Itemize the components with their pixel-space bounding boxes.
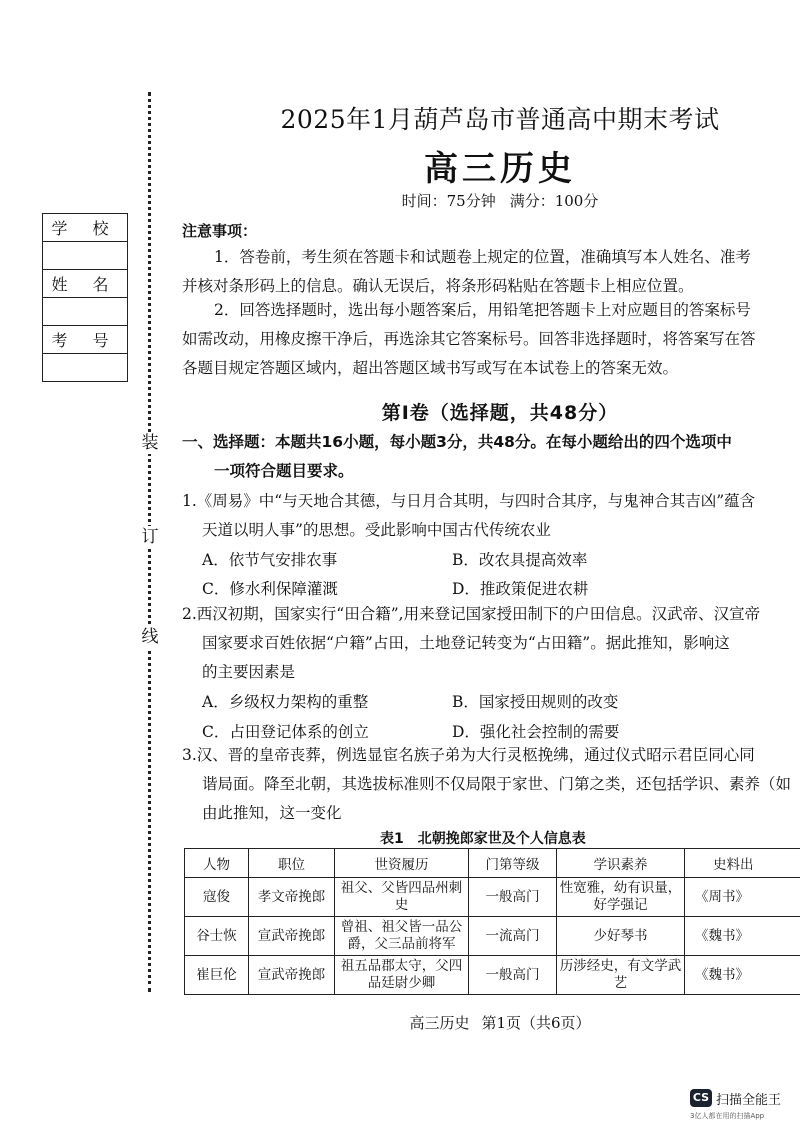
table-cell: 谷士恢 (185, 917, 249, 956)
note-1 (182, 243, 800, 301)
table-cell: 祖五品郡太守，父四品廷尉少卿 (335, 956, 469, 995)
table-cell: 《魏书》 (685, 956, 800, 995)
q1-option-b[interactable]: B．改农具提高效率 (452, 551, 588, 569)
camscanner-logo-icon: CS (690, 1089, 712, 1107)
footer-page-number: 第1页（共6页） (481, 1014, 591, 1032)
table-cell: 一流高门 (469, 917, 557, 956)
section-title: 第Ⅰ卷（选择题，共48分） (381, 402, 619, 424)
time-score-line (200, 190, 800, 211)
footer-subject: 高三历史 (409, 1014, 470, 1032)
q2-option-a[interactable]: A．乡级权力架构的重整 (202, 693, 369, 711)
table-row (185, 878, 800, 917)
note-1-line-1: 1．答卷前，考生须在答题卡和试题卷上规定的位置，准确填写本人姓名、准考 (214, 248, 751, 266)
note-2-line-2: 如需改动，用橡皮擦干净后，再选涂其它答案标号。回答非选择题时，将答案写在答 (182, 330, 756, 348)
school-label: 学 校 (43, 214, 128, 242)
table-cell: 性宽雅，幼有识量，好学强记 (557, 878, 685, 917)
question-3-line-1: 3.汉、晋的皇帝丧葬，例选显宦名族子弟为大行灵柩挽绋，通过仪式昭示君臣同心同 (182, 746, 755, 764)
binding-char-xian: 线 (139, 626, 161, 648)
table-cell: 宣武帝挽郎 (249, 917, 335, 956)
table-header: 学识素养 (557, 849, 685, 878)
camscanner-name: 扫描全能王 (716, 1093, 782, 1108)
q1-option-d[interactable]: D．推政策促进农耕 (452, 580, 589, 598)
table-row (185, 917, 800, 956)
note-2 (182, 296, 800, 383)
question-3 (182, 741, 800, 828)
table-cell: 少好琴书 (557, 917, 685, 956)
table-cell: 寇俊 (185, 878, 249, 917)
student-info-table (42, 213, 128, 382)
question-2 (182, 600, 800, 687)
table-cell: 宣武帝挽郎 (249, 956, 335, 995)
q2-option-b[interactable]: B．国家授田规则的改变 (452, 693, 619, 711)
name-label: 姓 名 (43, 270, 128, 298)
table-header-row (185, 849, 800, 878)
question-3-line-2: 谐局面。降至北朝，其选拔标准则不仅局限于家世、门第之类，还包括学识、素养（如 (202, 775, 792, 793)
table-cell: 历涉经史，有文学武艺 (557, 956, 685, 995)
table-row (185, 956, 800, 995)
q1-option-c[interactable]: C．修水利保障灌溉 (202, 580, 338, 598)
table-header: 人物 (185, 849, 249, 878)
data-table (184, 848, 800, 995)
table-cell: 祖父、父皆四品州刺史 (335, 878, 469, 917)
binding-char-ding: 订 (139, 526, 161, 548)
notes-title: 注意事项： (182, 222, 258, 240)
table-header: 门第等级 (469, 849, 557, 878)
q2-option-c[interactable]: C．占田登记体系的创立 (202, 723, 369, 741)
table-cell: 曾祖、祖父皆一品公爵，父三品前将军 (335, 917, 469, 956)
table-header: 史料出 (685, 849, 800, 878)
camscanner-watermark (690, 1085, 798, 1129)
page-footer (200, 1012, 800, 1033)
name-field[interactable] (43, 298, 128, 326)
exam-title: 2025年1月葫芦岛市普通高中期末考试 (280, 105, 720, 134)
question-2-line-1: 2.西汉初期，国家实行“田合籍”,用来登记国家授田制下的户田信息。汉武帝、汉宣帝 (182, 605, 761, 623)
time-limit: 时间：75分钟 (401, 192, 496, 210)
table-cell: 《周书》 (685, 878, 800, 917)
table-cell: 一般高门 (469, 878, 557, 917)
section-intro (182, 428, 800, 486)
question-3-line-3: 由此推知，这一变化 (202, 804, 342, 822)
school-field[interactable] (43, 242, 128, 270)
table-cell: 《魏书》 (685, 917, 800, 956)
table-cell: 孝文帝挽郎 (249, 878, 335, 917)
table-cell: 一般高门 (469, 956, 557, 995)
exam-number-field[interactable] (43, 354, 128, 382)
q1-option-a[interactable]: A．依节气安排农事 (202, 551, 338, 569)
binding-char-zhuang: 装 (139, 432, 161, 454)
full-score: 满分：100分 (509, 192, 599, 210)
note-2-line-1: 2．回答选择题时，选出每小题答案后，用铅笔把答题卡上对应题目的答案标号 (214, 301, 751, 319)
section-intro-line-1: 一、选择题：本题共16小题，每小题3分，共48分。在每小题给出的四个选项中 (182, 433, 732, 451)
exam-number-label: 考 号 (43, 326, 128, 354)
table-cell: 崔巨伦 (185, 956, 249, 995)
table-caption: 表1 北朝挽郎家世及个人信息表 (380, 831, 586, 847)
question-2-line-3: 的主要因素是 (202, 663, 296, 681)
table-header: 职位 (249, 849, 335, 878)
section-intro-line-2: 一项符合题目要求。 (214, 462, 354, 480)
camscanner-slogan: 3亿人都在用的扫描App (690, 1112, 765, 1120)
question-1-line-1: 1.《周易》中“与天地合其德，与日月合其明，与四时合其序，与鬼神合其吉凶”蕴含 (182, 492, 756, 510)
subject-title: 高三历史 (424, 149, 576, 189)
note-2-line-3: 各题目规定答题区域内，超出答题区域书写或写在本试卷上的答案无效。 (182, 359, 679, 377)
note-1-line-2: 并核对条形码上的信息。确认无误后，将条形码粘贴在答题卡上相应位置。 (182, 277, 694, 295)
question-1 (182, 487, 800, 545)
question-1-line-2: 天道以明人事”的思想。受此影响中国古代传统农业 (202, 521, 551, 539)
q2-option-d[interactable]: D．强化社会控制的需要 (452, 723, 620, 741)
table-header: 世资履历 (335, 849, 469, 878)
question-2-line-2: 国家要求百姓依据“户籍”占田，土地登记转变为“占田籍”。据此推知，影响这 (202, 634, 730, 652)
